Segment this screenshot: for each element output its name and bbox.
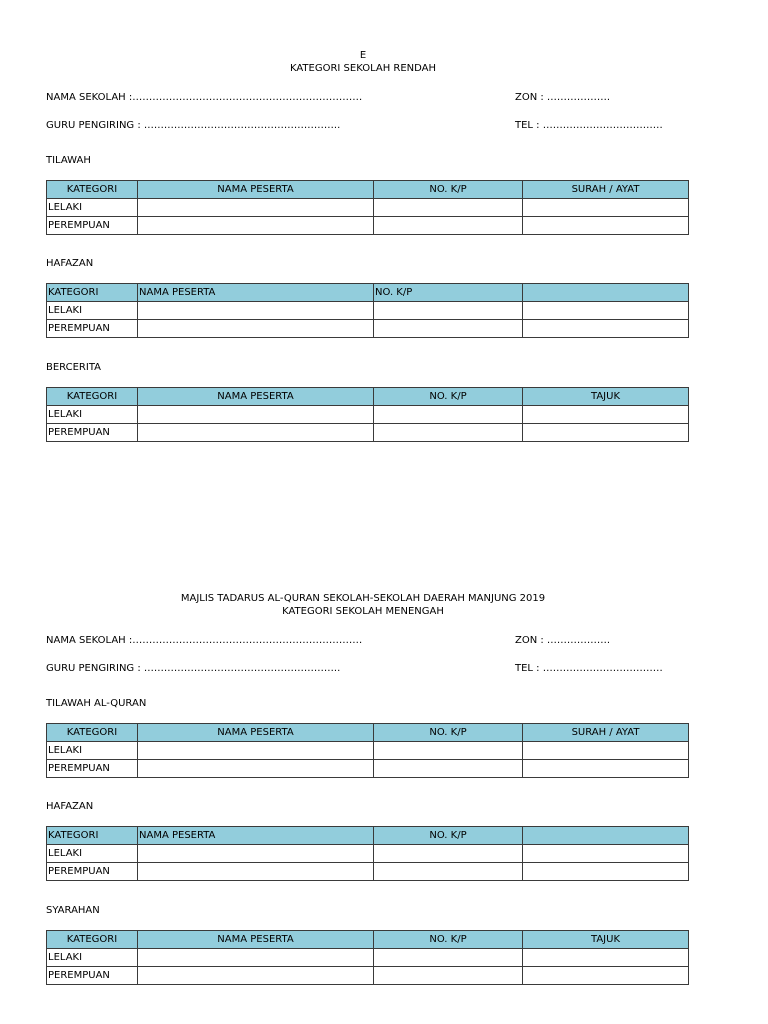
nama-peserta-cell[interactable] bbox=[138, 845, 374, 863]
header-nama-peserta: NAMA PESERTA bbox=[138, 388, 374, 406]
row-label-perempuan: PEREMPUAN bbox=[47, 320, 138, 338]
section1-guru-pengiring: GURU PENGIRING : ………………………………………………….. bbox=[46, 120, 341, 131]
nama-peserta-cell[interactable] bbox=[138, 967, 374, 985]
surah-ayat-cell[interactable] bbox=[523, 760, 689, 778]
no-kp-cell[interactable] bbox=[374, 302, 523, 320]
table-row bbox=[47, 424, 689, 442]
tajuk-cell[interactable] bbox=[523, 967, 689, 985]
nama-peserta-cell[interactable] bbox=[138, 217, 374, 235]
tajuk-cell[interactable] bbox=[523, 424, 689, 442]
header-nama-peserta: NAMA PESERTA bbox=[138, 724, 374, 742]
no-kp-cell[interactable] bbox=[374, 217, 523, 235]
table-row bbox=[47, 742, 689, 760]
table-row bbox=[47, 320, 689, 338]
table-header-row bbox=[47, 724, 689, 742]
header-empty bbox=[523, 284, 689, 302]
section1-title-line1: E bbox=[359, 50, 367, 61]
header-no-kp: NO. K/P bbox=[374, 181, 523, 199]
table-header-row bbox=[47, 931, 689, 949]
header-no-kp: NO. K/P bbox=[374, 827, 523, 845]
nama-peserta-cell[interactable] bbox=[138, 742, 374, 760]
header-kategori: KATEGORI bbox=[47, 388, 138, 406]
no-kp-cell[interactable] bbox=[374, 742, 523, 760]
tilawah-heading: TILAWAH bbox=[46, 155, 91, 166]
syarahan-heading: SYARAHAN bbox=[46, 905, 100, 916]
row-label-perempuan: PEREMPUAN bbox=[47, 967, 138, 985]
nama-peserta-cell[interactable] bbox=[138, 406, 374, 424]
no-kp-cell[interactable] bbox=[374, 406, 523, 424]
header-tajuk: TAJUK bbox=[523, 388, 689, 406]
row-label-lelaki: LELAKI bbox=[47, 845, 138, 863]
table-row bbox=[47, 863, 689, 881]
no-kp-cell[interactable] bbox=[374, 967, 523, 985]
nama-peserta-cell[interactable] bbox=[138, 424, 374, 442]
table-row bbox=[47, 199, 689, 217]
table-row bbox=[47, 217, 689, 235]
section1-zon: ZON : ………………. bbox=[515, 92, 611, 103]
header-nama-peserta: NAMA PESERTA bbox=[138, 284, 374, 302]
row-label-lelaki: LELAKI bbox=[47, 406, 138, 424]
nama-peserta-cell[interactable] bbox=[138, 320, 374, 338]
table-header-row bbox=[47, 388, 689, 406]
header-no-kp: NO. K/P bbox=[374, 931, 523, 949]
header-kategori: KATEGORI bbox=[47, 931, 138, 949]
table-row bbox=[47, 949, 689, 967]
header-kategori: KATEGORI bbox=[47, 827, 138, 845]
extra-cell[interactable] bbox=[523, 845, 689, 863]
bercerita-heading: BERCERITA bbox=[46, 362, 101, 373]
row-label-lelaki: LELAKI bbox=[47, 199, 138, 217]
header-kategori: KATEGORI bbox=[47, 181, 138, 199]
table-header-row bbox=[47, 284, 689, 302]
bercerita-table bbox=[46, 387, 689, 442]
table-row bbox=[47, 760, 689, 778]
row-label-perempuan: PEREMPUAN bbox=[47, 424, 138, 442]
no-kp-cell[interactable] bbox=[374, 949, 523, 967]
row-label-perempuan: PEREMPUAN bbox=[47, 863, 138, 881]
header-no-kp: NO. K/P bbox=[374, 724, 523, 742]
row-label-lelaki: LELAKI bbox=[47, 949, 138, 967]
header-empty bbox=[523, 827, 689, 845]
row-label-perempuan: PEREMPUAN bbox=[47, 217, 138, 235]
table-row bbox=[47, 406, 689, 424]
tajuk-cell[interactable] bbox=[523, 949, 689, 967]
table-header-row bbox=[47, 827, 689, 845]
hafazan-table bbox=[46, 283, 689, 338]
no-kp-cell[interactable] bbox=[374, 199, 523, 217]
section2-tel: TEL : ……………………………… bbox=[515, 663, 663, 674]
nama-peserta-cell[interactable] bbox=[138, 949, 374, 967]
surah-ayat-cell[interactable] bbox=[523, 199, 689, 217]
no-kp-cell[interactable] bbox=[374, 863, 523, 881]
tilawah-al-quran-heading: TILAWAH AL-QURAN bbox=[46, 698, 147, 709]
tilawah-table bbox=[46, 180, 689, 235]
syarahan-table bbox=[46, 930, 689, 985]
section1-nama-sekolah: NAMA SEKOLAH :…………………………………………………………… bbox=[46, 92, 363, 103]
table-row bbox=[47, 302, 689, 320]
header-kategori: KATEGORI bbox=[47, 284, 138, 302]
surah-ayat-cell[interactable] bbox=[523, 217, 689, 235]
header-no-kp: NO. K/P bbox=[374, 284, 523, 302]
header-nama-peserta: NAMA PESERTA bbox=[138, 931, 374, 949]
no-kp-cell[interactable] bbox=[374, 760, 523, 778]
extra-cell[interactable] bbox=[523, 320, 689, 338]
table-row bbox=[47, 845, 689, 863]
nama-peserta-cell[interactable] bbox=[138, 863, 374, 881]
hafazan-heading-2: HAFAZAN bbox=[46, 801, 94, 812]
section2-guru-pengiring: GURU PENGIRING : ………………………………………………….. bbox=[46, 663, 341, 674]
extra-cell[interactable] bbox=[523, 302, 689, 320]
header-nama-peserta: NAMA PESERTA bbox=[138, 827, 374, 845]
tajuk-cell[interactable] bbox=[523, 406, 689, 424]
no-kp-cell[interactable] bbox=[374, 320, 523, 338]
section1-tel: TEL : ……………………………… bbox=[515, 120, 663, 131]
section2-zon: ZON : ………………. bbox=[515, 635, 611, 646]
section2-nama-sekolah: NAMA SEKOLAH :…………………………………………………………… bbox=[46, 635, 363, 646]
header-surah-ayat: SURAH / AYAT bbox=[523, 724, 689, 742]
header-tajuk: TAJUK bbox=[523, 931, 689, 949]
nama-peserta-cell[interactable] bbox=[138, 199, 374, 217]
hafazan-table-2 bbox=[46, 826, 689, 881]
section1-title-line2: KATEGORI SEKOLAH RENDAH bbox=[289, 63, 437, 74]
section2-title-line1: MAJLIS TADARUS AL-QURAN SEKOLAH-SEKOLAH DAERAH MANJUNG 2019 bbox=[180, 593, 546, 604]
header-kategori: KATEGORI bbox=[47, 724, 138, 742]
nama-peserta-cell[interactable] bbox=[138, 302, 374, 320]
table-header-row bbox=[47, 181, 689, 199]
row-label-lelaki: LELAKI bbox=[47, 302, 138, 320]
row-label-lelaki: LELAKI bbox=[47, 742, 138, 760]
section2-title-line2: KATEGORI SEKOLAH MENENGAH bbox=[282, 606, 444, 617]
no-kp-cell[interactable] bbox=[374, 845, 523, 863]
header-no-kp: NO. K/P bbox=[374, 388, 523, 406]
extra-cell[interactable] bbox=[523, 863, 689, 881]
header-nama-peserta: NAMA PESERTA bbox=[138, 181, 374, 199]
header-surah-ayat: SURAH / AYAT bbox=[523, 181, 689, 199]
no-kp-cell[interactable] bbox=[374, 424, 523, 442]
row-label-perempuan: PEREMPUAN bbox=[47, 760, 138, 778]
surah-ayat-cell[interactable] bbox=[523, 742, 689, 760]
tilawah-al-quran-table bbox=[46, 723, 689, 778]
nama-peserta-cell[interactable] bbox=[138, 760, 374, 778]
table-row bbox=[47, 967, 689, 985]
hafazan-heading: HAFAZAN bbox=[46, 258, 94, 269]
